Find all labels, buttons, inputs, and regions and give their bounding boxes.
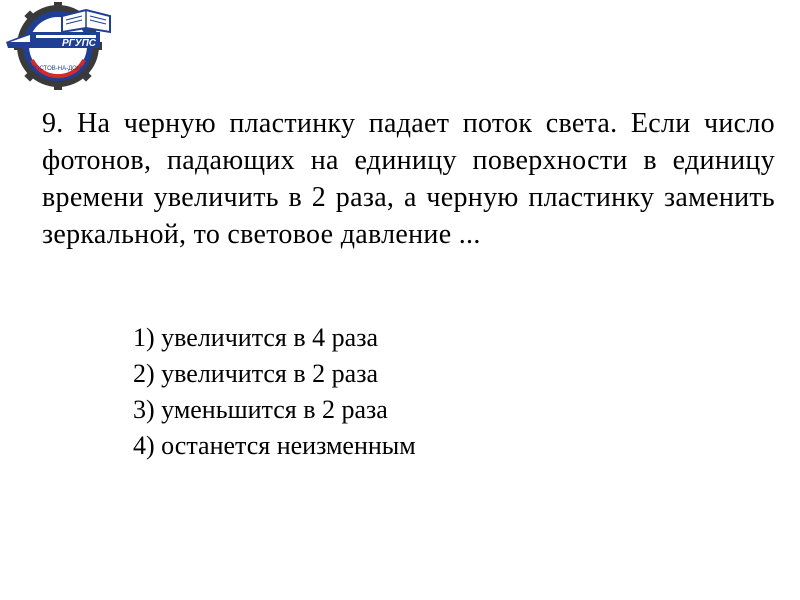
logo-abbr-text: РГУПС xyxy=(62,38,96,49)
answer-option: 4) останется неизменным xyxy=(133,431,416,460)
logo-emblem-icon xyxy=(2,2,114,90)
answer-option: 1) увеличится в 4 раза xyxy=(133,323,379,352)
logo-city-text: РОСТОВ-НА-ДОНУ xyxy=(31,66,85,72)
university-logo xyxy=(2,2,114,90)
question-text: 9. На черную пластинку падает поток света. Если число фотонов, падающих на единицу поверхности в единицу времени увеличить в 2 раза, а черную пластинку заменить зеркальной, то световое давление ... xyxy=(42,108,775,250)
answer-list xyxy=(133,320,416,464)
answer-option: 2) увеличится в 2 раза xyxy=(133,359,379,388)
answer-option: 3) уменьшится в 2 раза xyxy=(133,395,388,424)
